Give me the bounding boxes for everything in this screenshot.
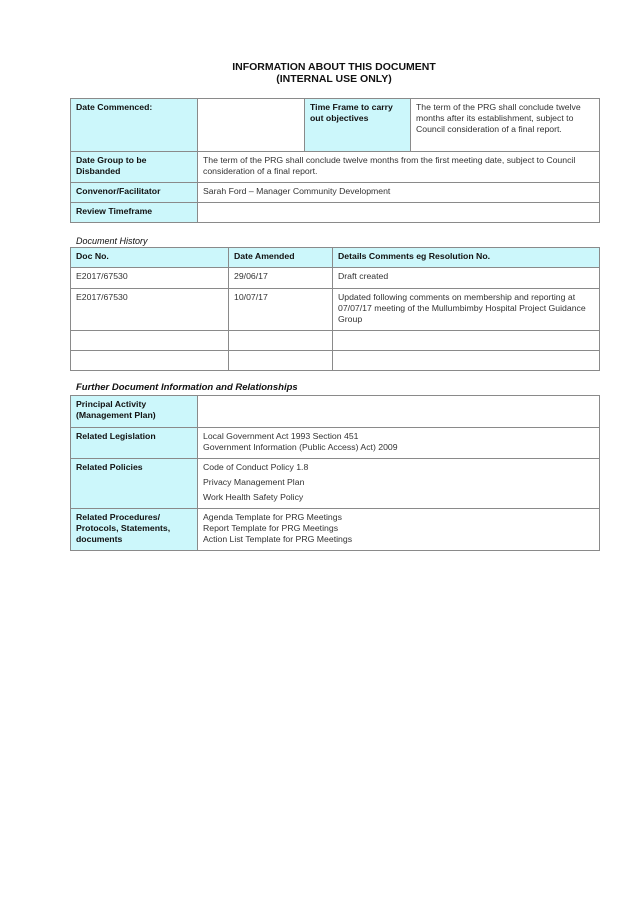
table-row	[71, 289, 600, 331]
info-table	[70, 98, 600, 223]
row-procedures	[71, 509, 600, 551]
title-line-2: (INTERNAL USE ONLY)	[276, 73, 392, 85]
history-header: Doc No.	[71, 248, 229, 268]
history-cell: Updated following comments on membership and reporting at 07/07/17 meeting of the Mullumbimby Hospital Project Guidance Group	[333, 289, 600, 331]
history-table	[70, 247, 600, 371]
row-legislation	[71, 428, 600, 459]
history-header-row	[71, 248, 600, 268]
principal-label: Principal Activity (Management Plan)	[71, 396, 198, 428]
disbanded-value: The term of the PRG shall conclude twelve months from the first meeting date, subject to Council consideration of a final report.	[198, 152, 600, 183]
row-policies	[71, 459, 600, 509]
procedure-item: Agenda Template for PRG Meetings	[203, 512, 342, 522]
legislation-value	[198, 428, 600, 459]
legislation-item: Government Information (Public Access) Act) 2009	[203, 442, 398, 452]
history-cell: E2017/67530	[71, 289, 229, 331]
principal-value	[198, 396, 600, 428]
history-cell	[71, 351, 229, 371]
history-cell	[333, 351, 600, 371]
time-frame-label: Time Frame to carry out objectives	[305, 99, 411, 152]
date-commenced-label: Date Commenced:	[71, 99, 198, 152]
table-row	[71, 331, 600, 351]
row-review	[71, 203, 600, 223]
history-header: Date Amended	[229, 248, 333, 268]
legislation-item: Local Government Act 1993 Section 451	[203, 431, 359, 441]
further-table	[70, 395, 600, 551]
table-row	[71, 268, 600, 289]
history-cell: 10/07/17	[229, 289, 333, 331]
procedures-value	[198, 509, 600, 551]
time-frame-value: The term of the PRG shall conclude twelve months after its establishment, subject to Council consideration of a final report.	[411, 99, 600, 152]
history-cell	[229, 351, 333, 371]
history-cell	[229, 331, 333, 351]
review-value	[198, 203, 600, 223]
further-caption: Further Document Information and Relationships	[76, 382, 298, 393]
document-title	[0, 61, 638, 85]
row-principal-activity	[71, 396, 600, 428]
history-cell	[71, 331, 229, 351]
policies-label: Related Policies	[71, 459, 198, 509]
table-row	[71, 351, 600, 371]
row-date-commenced	[71, 99, 600, 152]
convenor-value: Sarah Ford – Manager Community Development	[198, 183, 600, 203]
policy-item: Code of Conduct Policy 1.8	[203, 462, 309, 472]
policies-value	[198, 459, 600, 509]
procedure-item: Report Template for PRG Meetings	[203, 523, 339, 533]
history-cell	[333, 331, 600, 351]
procedure-item: Action List Template for PRG Meetings	[203, 534, 353, 544]
title-line-1: INFORMATION ABOUT THIS DOCUMENT	[232, 61, 436, 73]
history-cell: E2017/67530	[71, 268, 229, 289]
history-header: Details Comments eg Resolution No.	[333, 248, 600, 268]
history-cell: 29/06/17	[229, 268, 333, 289]
legislation-label: Related Legislation	[71, 428, 198, 459]
review-label: Review Timeframe	[71, 203, 198, 223]
history-caption: Document History	[76, 236, 148, 246]
row-disbanded	[71, 152, 600, 183]
policy-item: Privacy Management Plan	[203, 477, 305, 487]
history-cell: Draft created	[333, 268, 600, 289]
policy-item: Work Health Safety Policy	[203, 492, 304, 502]
convenor-label: Convenor/Facilitator	[71, 183, 198, 203]
date-commenced-value	[198, 99, 305, 152]
disbanded-label: Date Group to be Disbanded	[71, 152, 198, 183]
procedures-label: Related Procedures/ Protocols, Statements, documents	[71, 509, 198, 551]
row-convenor	[71, 183, 600, 203]
